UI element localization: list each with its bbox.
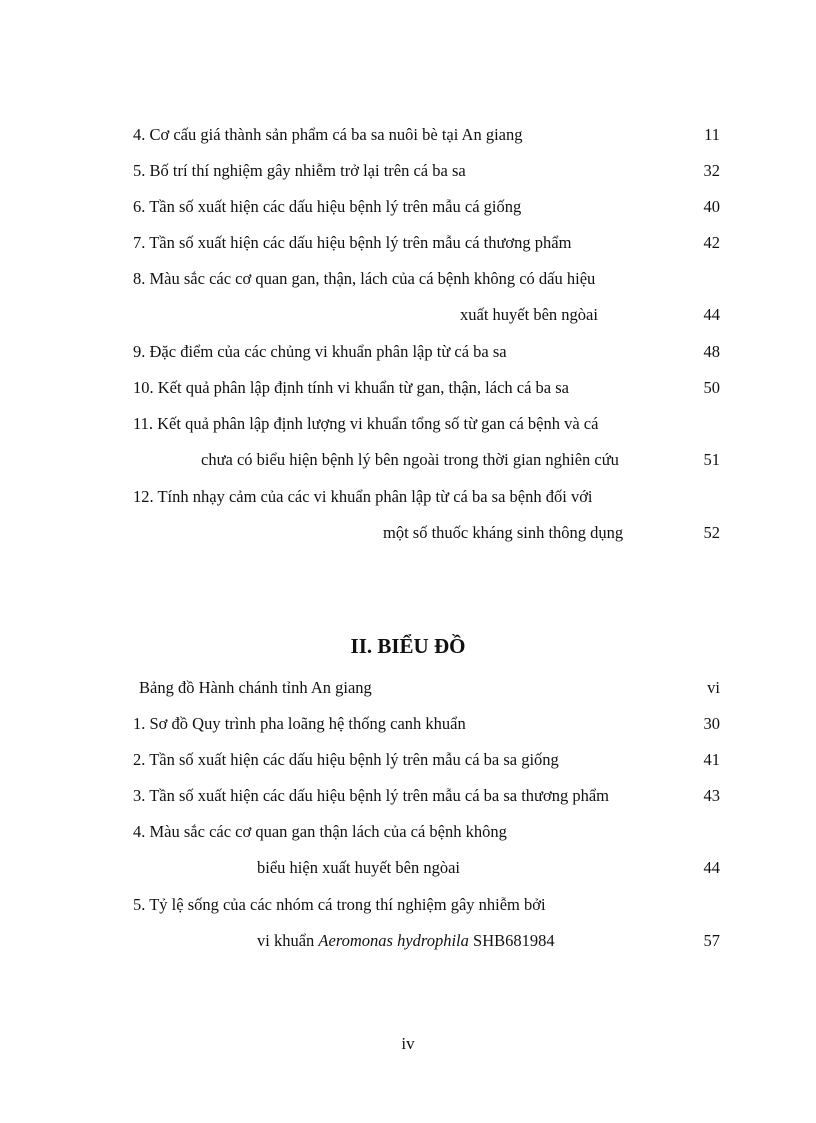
- table-entry-7: 7. Tần số xuất hiện các dấu hiệu bệnh lý trên mẫu cá thương phẩm: [133, 233, 572, 252]
- table-entry-10: 10. Kết quả phân lập định tính vi khuẩn từ gan, thận, lách cá ba sa: [133, 378, 569, 397]
- chart-entry-3: 3. Tần số xuất hiện các dấu hiệu bệnh lý trên mẫu cá ba sa thương phẩm: [133, 786, 610, 805]
- page-ref: 32: [703, 161, 720, 180]
- table-entry-4: 4. Cơ cấu giá thành sản phẩm cá ba sa nuôi bè tại An giang: [133, 125, 523, 144]
- page-ref: 41: [703, 750, 720, 769]
- chart-entry-4-continuation: biểu hiện xuất huyết bên ngòai: [257, 858, 460, 877]
- page-ref: 40: [703, 197, 720, 216]
- species-name: Aeromonas hydrophila: [318, 931, 469, 950]
- chart-entry-5-continuation: [257, 931, 555, 951]
- page-ref: 44: [703, 858, 720, 877]
- page-ref: 48: [703, 342, 720, 361]
- table-entry-8: 8. Màu sắc các cơ quan gan, thận, lách của cá bệnh không có dấu hiệu: [133, 269, 596, 288]
- page-ref: 52: [703, 523, 720, 542]
- page-ref: 11: [704, 125, 720, 144]
- table-entry-12-continuation: một số thuốc kháng sinh thông dụng: [383, 523, 624, 542]
- chart-entry-1: 1. Sơ đồ Quy trình pha loãng hệ thống canh khuẩn: [133, 714, 466, 733]
- section-heading: II. BIỂU ĐỒ: [350, 634, 466, 658]
- page-number: iv: [401, 1034, 415, 1053]
- table-entry-12: 12. Tính nhạy cảm của các vi khuẩn phân lập từ cá ba sa bệnh đối với: [133, 487, 593, 506]
- page-ref: 30: [703, 714, 720, 733]
- chart-entry-5: 5. Tỷ lệ sống của các nhóm cá trong thí nghiệm gây nhiễm bởi: [133, 895, 546, 914]
- table-entry-6: 6. Tần số xuất hiện các dấu hiệu bệnh lý trên mẫu cá giống: [133, 197, 522, 216]
- page-ref: 43: [703, 786, 720, 805]
- chart-entry-5-prefix: vi khuẩn: [257, 931, 319, 950]
- page-ref: 50: [703, 378, 720, 397]
- table-entry-5: 5. Bố trí thí nghiệm gây nhiễm trở lại trên cá ba sa: [133, 161, 466, 180]
- page-ref: 42: [703, 233, 720, 252]
- chart-entry-map: Bảng đồ Hành chánh tỉnh An giang: [139, 678, 372, 697]
- page-ref: 57: [703, 931, 720, 950]
- table-entry-11: 11. Kết quả phân lập định lượng vi khuẩn tổng số từ gan cá bệnh và cá: [133, 414, 599, 433]
- chart-entry-5-suffix: SHB681984: [468, 931, 555, 950]
- table-entry-8-continuation: xuất huyết bên ngòai: [460, 305, 598, 324]
- table-entry-11-continuation: chưa có biểu hiện bệnh lý bên ngoài trong thời gian nghiên cứu: [201, 450, 619, 469]
- table-entry-9: 9. Đặc điểm của các chủng vi khuẩn phân lập từ cá ba sa: [133, 342, 507, 361]
- page-ref: vi: [707, 678, 720, 697]
- page-ref: 44: [703, 305, 720, 324]
- chart-entry-4: 4. Màu sắc các cơ quan gan thận lách của cá bệnh không: [133, 822, 507, 841]
- chart-entry-2: 2. Tần số xuất hiện các dấu hiệu bệnh lý trên mẫu cá ba sa giống: [133, 750, 559, 769]
- page-ref: 51: [703, 450, 720, 469]
